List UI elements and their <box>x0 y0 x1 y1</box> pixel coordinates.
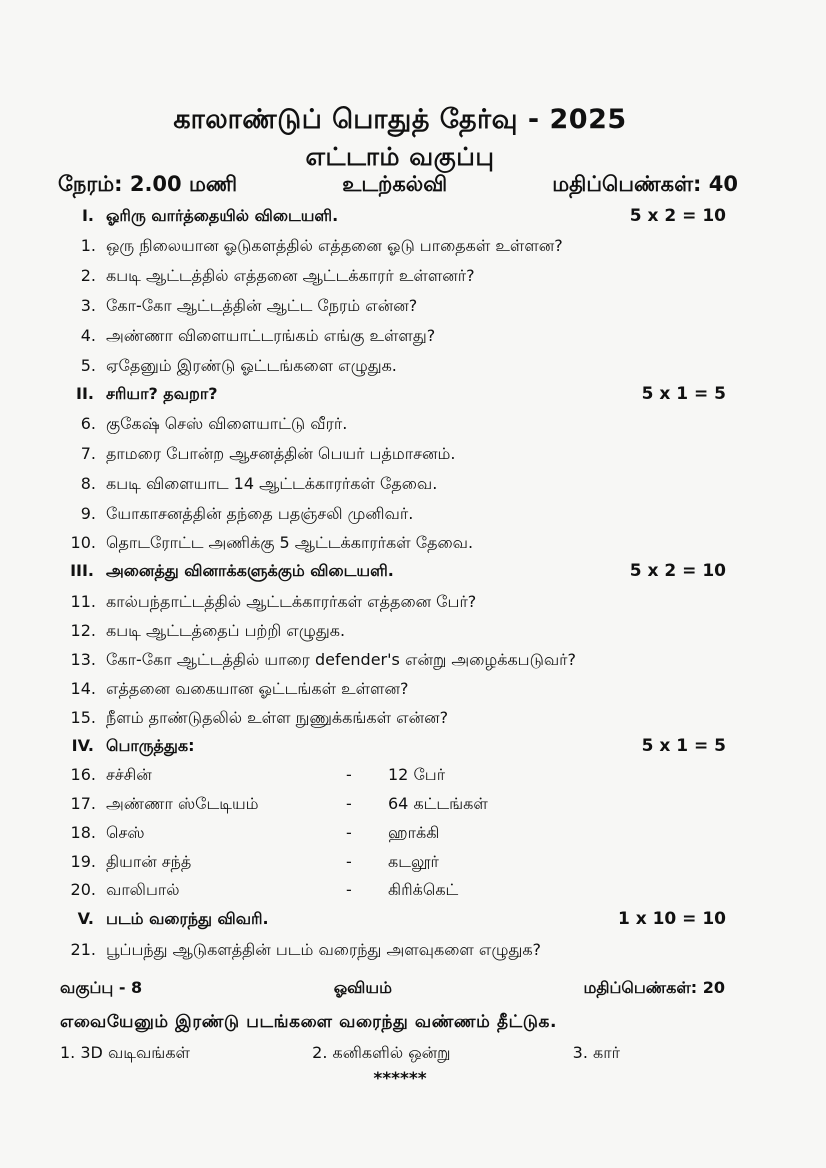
section-1-header <box>0 206 826 234</box>
question-number: 5. <box>80 356 96 375</box>
question-row <box>0 236 826 264</box>
question-number: 18. <box>70 823 96 842</box>
question-text: தொடரோட்ட அணிக்கு 5 ஆட்டக்காரர்கள் தேவை. <box>106 533 474 552</box>
match-dash: - <box>346 823 352 842</box>
question-number: 21. <box>70 940 96 959</box>
question-number: 17. <box>70 794 96 813</box>
question-number: 20. <box>70 880 96 899</box>
match-row <box>0 794 826 822</box>
match-dash: - <box>346 852 352 871</box>
question-row <box>0 326 826 354</box>
question-number: 1. <box>80 236 96 255</box>
exam-title: காலாண்டுப் பொதுத் தேர்வு - 2025 <box>173 104 627 135</box>
question-text: ஏதேனும் இரண்டு ஓட்டங்களை எழுதுக. <box>106 356 397 375</box>
question-number: 7. <box>80 444 96 463</box>
drawing-instruction: எவையேனும் இரண்டு படங்களை வரைந்து வண்ணம் தீட்டுக. <box>60 1012 558 1032</box>
question-row <box>0 650 826 678</box>
section-number: III. <box>70 561 94 580</box>
question-text: ஒரு நிலையான ஓடுகளத்தில் எத்தனை ஓடு பாதைகள் உள்ளன? <box>106 236 563 255</box>
drawing-header <box>60 978 725 999</box>
question-number: 11. <box>70 592 96 611</box>
question-row <box>0 356 826 384</box>
section-number: V. <box>77 909 94 928</box>
question-row <box>0 474 826 502</box>
drawing-subject: ஓவியம் <box>333 978 392 997</box>
question-text: நீளம் தாண்டுதலில் உள்ள நுணுக்கங்கள் என்ன? <box>106 708 449 727</box>
section-number: II. <box>76 384 94 403</box>
match-left: அண்ணா ஸ்டேடியம் <box>106 794 259 813</box>
match-right: கிரிக்கெட் <box>388 880 459 899</box>
question-text: கபடி ஆட்டத்தில் எத்தனை ஆட்டக்காரர் உள்ளனர்? <box>106 266 475 285</box>
question-row <box>0 266 826 294</box>
match-right: 64 கட்டங்கள் <box>388 794 488 813</box>
question-row <box>0 679 826 707</box>
section-marks: 5 x 2 = 10 <box>629 206 726 226</box>
question-number: 8. <box>80 474 96 493</box>
match-row <box>0 823 826 851</box>
section-4-header <box>0 736 826 764</box>
section-label: ஓரிரு வார்த்தையில் விடையளி. <box>106 206 339 225</box>
section-3-header <box>0 561 826 589</box>
match-row <box>0 880 826 908</box>
question-row <box>0 444 826 472</box>
question-number: 13. <box>70 650 96 669</box>
section-label: சரியா? தவறா? <box>106 384 218 403</box>
question-text: கபடி விளையாட 14 ஆட்டக்காரர்கள் தேவை. <box>106 474 438 493</box>
match-left: சச்சின் <box>106 765 152 784</box>
section-number: IV. <box>71 736 94 755</box>
question-number: 16. <box>70 765 96 784</box>
question-text: யோகாசனத்தின் தந்தை பதஞ்சலி முனிவர். <box>106 504 414 523</box>
match-left: தியான் சந்த் <box>106 852 192 871</box>
match-dash: - <box>346 880 352 899</box>
drawing-option: 3. கார் <box>572 1043 620 1062</box>
question-number: 12. <box>70 621 96 640</box>
drawing-options <box>60 1043 620 1064</box>
question-row <box>0 296 826 324</box>
section-marks: 5 x 1 = 5 <box>641 384 726 404</box>
section-label: பொருத்துக: <box>106 736 195 755</box>
question-row <box>0 414 826 442</box>
question-text: கோ-கோ ஆட்டத்தில் யாரை defender's என்று அழைக்கபடுவர்? <box>106 650 577 669</box>
question-text: பூப்பந்து ஆடுகளத்தின் படம் வரைந்து அளவுகளை எழுதுக? <box>106 940 542 959</box>
question-text: அண்ணா விளையாட்டரங்கம் எங்கு உள்ளது? <box>106 326 436 345</box>
section-marks: 5 x 1 = 5 <box>641 736 726 756</box>
end-mark: ****** <box>373 1069 427 1089</box>
question-text: எத்தனை வகையான ஓட்டங்கள் உள்ளன? <box>106 679 409 698</box>
question-number: 6. <box>80 414 96 433</box>
match-left: செஸ் <box>106 823 145 842</box>
match-dash: - <box>346 765 352 784</box>
question-row <box>0 533 826 561</box>
match-right: 12 பேர் <box>388 765 446 784</box>
question-row <box>0 621 826 649</box>
section-5-header <box>0 909 826 937</box>
exam-time: நேரம்: 2.00 மணி <box>58 172 238 196</box>
question-text: குகேஷ் செஸ் விளையாட்டு வீரர். <box>106 414 348 433</box>
question-row <box>0 940 826 968</box>
question-row <box>0 592 826 620</box>
exam-meta <box>58 172 738 199</box>
exam-subject: உடற்கல்வி <box>342 172 448 196</box>
question-number: 14. <box>70 679 96 698</box>
question-number: 19. <box>70 852 96 871</box>
match-row <box>0 852 826 880</box>
match-dash: - <box>346 794 352 813</box>
match-right: கடலூர் <box>388 852 439 871</box>
section-label: அனைத்து வினாக்களுக்கும் விடையளி. <box>106 561 394 580</box>
question-number: 9. <box>80 504 96 523</box>
question-number: 10. <box>70 533 96 552</box>
section-number: I. <box>81 206 94 225</box>
question-number: 2. <box>80 266 96 285</box>
section-marks: 1 x 10 = 10 <box>617 909 726 929</box>
question-text: கால்பந்தாட்டத்தில் ஆட்டக்காரர்கள் எத்தனை பேர்? <box>106 592 477 611</box>
match-left: வாலிபால் <box>106 880 180 899</box>
match-row <box>0 765 826 793</box>
question-text: கோ-கோ ஆட்டத்தின் ஆட்ட நேரம் என்ன? <box>106 296 418 315</box>
question-number: 3. <box>80 296 96 315</box>
exam-total-marks: மதிப்பெண்கள்: 40 <box>552 172 738 196</box>
question-text: தாமரை போன்ற ஆசனத்தின் பெயர் பத்மாசனம். <box>106 444 456 463</box>
drawing-marks: மதிப்பெண்கள்: 20 <box>583 978 725 997</box>
question-text: கபடி ஆட்டத்தைப் பற்றி எழுதுக. <box>106 621 346 640</box>
question-row <box>0 708 826 736</box>
question-number: 4. <box>80 326 96 345</box>
class-title: எட்டாம் வகுப்பு <box>305 142 495 171</box>
section-label: படம் வரைந்து விவரி. <box>106 909 269 928</box>
section-2-header <box>0 384 826 412</box>
section-marks: 5 x 2 = 10 <box>629 561 726 581</box>
drawing-option: 2. கனிகளில் ஒன்று <box>312 1043 451 1062</box>
drawing-class: வகுப்பு - 8 <box>60 978 143 997</box>
drawing-option: 1. 3D வடிவங்கள் <box>60 1043 190 1062</box>
question-row <box>0 504 826 532</box>
question-number: 15. <box>70 708 96 727</box>
match-right: ஹாக்கி <box>388 823 440 842</box>
